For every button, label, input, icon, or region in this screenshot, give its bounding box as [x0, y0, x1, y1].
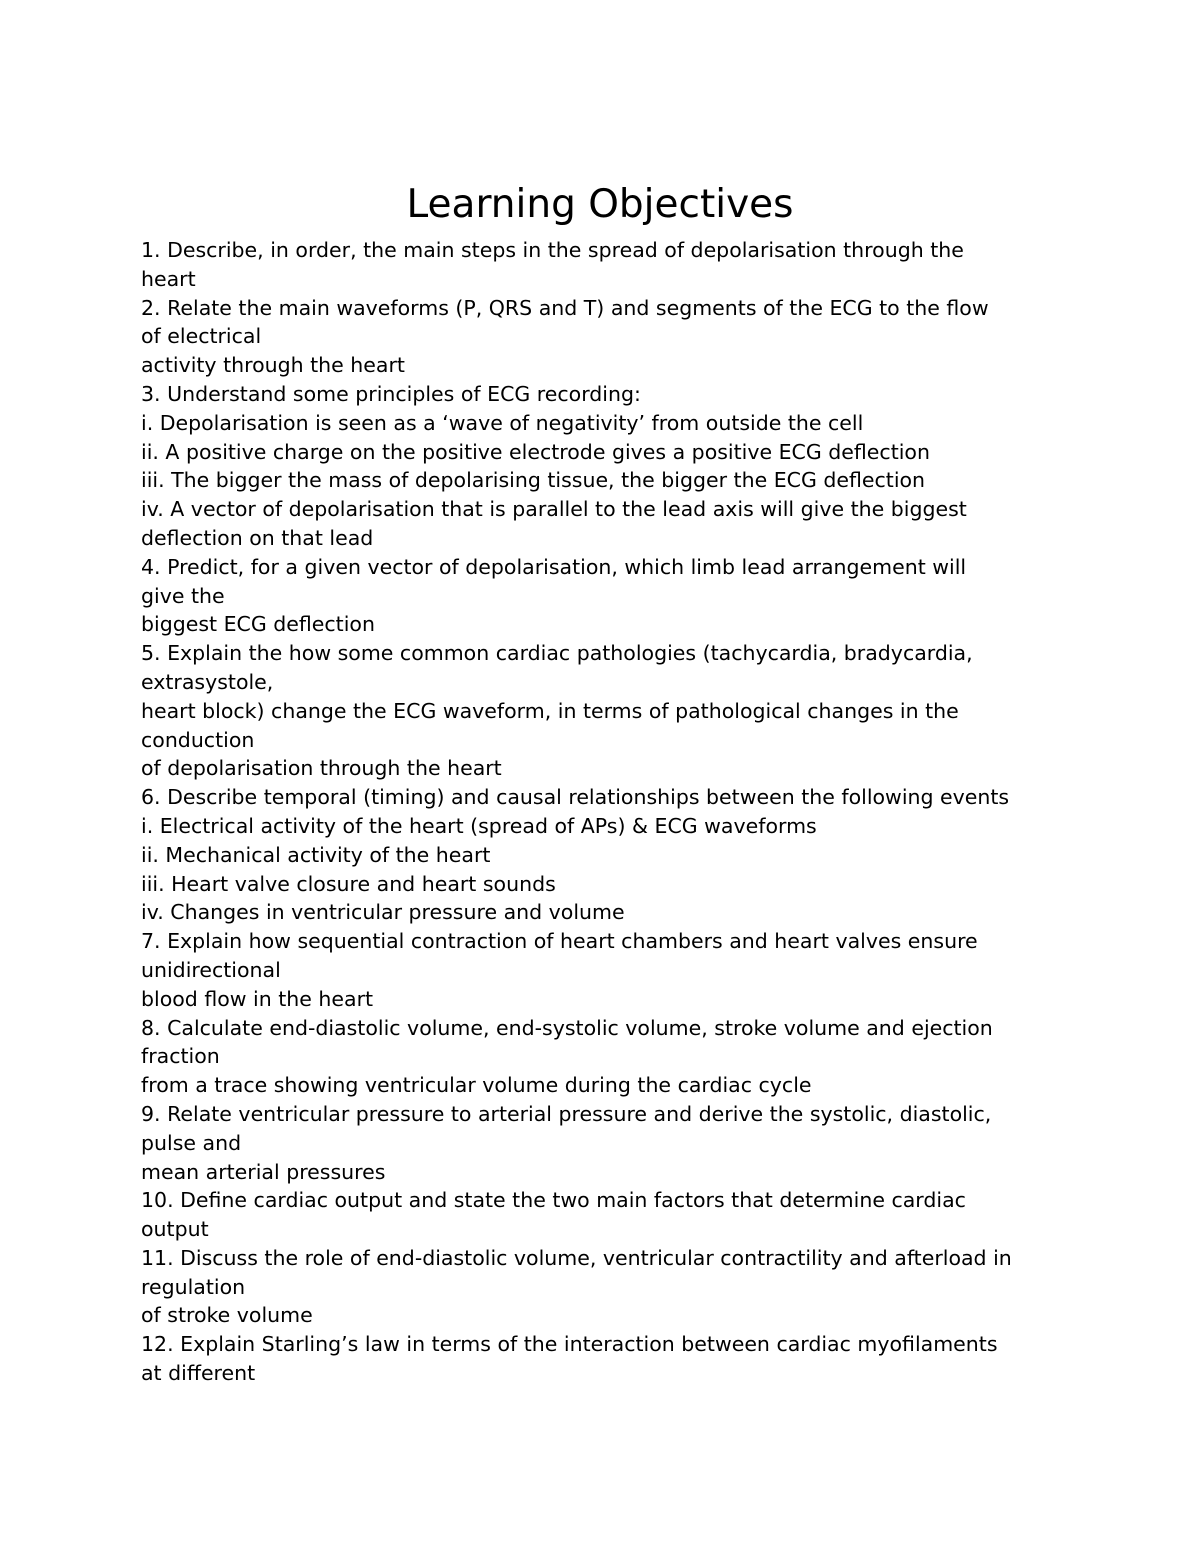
text-line: fraction [141, 1044, 220, 1069]
text-line: of electrical [141, 324, 262, 349]
text-line: 8. Calculate end-diastolic volume, end-systolic volume, stroke volume and ejection [141, 1015, 993, 1040]
text-line: 2. Relate the main waveforms (P, QRS and T) and segments of the ECG to the flow [141, 295, 989, 320]
text-line: iv. Changes in ventricular pressure and volume [141, 900, 625, 925]
text-line: regulation [141, 1274, 246, 1299]
text-line: iii. Heart valve closure and heart sounds [141, 871, 556, 896]
text-line: heart [141, 266, 196, 291]
text-line: 3. Understand some principles of ECG recording: [141, 381, 641, 406]
text-line: mean arterial pressures [141, 1159, 386, 1184]
text-line: 12. Explain Starling’s law in terms of the interaction between cardiac myofilaments [141, 1332, 998, 1357]
text-line: deflection on that lead [141, 525, 374, 550]
text-line: 5. Explain the how some common cardiac pathologies (tachycardia, bradycardia, [141, 641, 973, 666]
text-line: heart block) change the ECG waveform, in terms of pathological changes in the [141, 698, 959, 723]
text-line: 11. Discuss the role of end-diastolic volume, ventricular contractility and afterload in [141, 1245, 1012, 1270]
text-line: iv. A vector of depolarisation that is parallel to the lead axis will give the biggest [141, 497, 967, 522]
text-line: extrasystole, [141, 669, 274, 694]
objectives-list [141, 236, 1141, 1388]
text-line: output [141, 1217, 209, 1242]
text-line: of stroke volume [141, 1303, 313, 1328]
text-line: activity through the heart [141, 353, 405, 378]
text-line: iii. The bigger the mass of depolarising tissue, the bigger the ECG deflection [141, 468, 926, 493]
text-line: i. Electrical activity of the heart (spread of APs) & ECG waveforms [141, 813, 817, 838]
text-line: 7. Explain how sequential contraction of heart chambers and heart valves ensure [141, 929, 978, 954]
text-line: at different [141, 1361, 256, 1386]
text-line: conduction [141, 727, 255, 752]
text-line: biggest ECG deflection [141, 612, 375, 637]
page-title: Learning Objectives [406, 182, 794, 227]
text-line: ii. A positive charge on the positive electrode gives a positive ECG deflection [141, 439, 930, 464]
text-line: 4. Predict, for a given vector of depolarisation, which limb lead arrangement will [141, 554, 967, 579]
text-line: ii. Mechanical activity of the heart [141, 842, 491, 867]
text-line: 9. Relate ventricular pressure to arterial pressure and derive the systolic, diastolic, [141, 1101, 992, 1126]
text-line: 1. Describe, in order, the main steps in the spread of depolarisation through the [141, 238, 964, 262]
text-line: 6. Describe temporal (timing) and causal relationships between the following events [141, 785, 1010, 810]
text-line: give the [141, 583, 225, 608]
text-line: from a trace showing ventricular volume during the cardiac cycle [141, 1073, 812, 1098]
text-line: of depolarisation through the heart [141, 756, 502, 781]
text-line: unidirectional [141, 957, 281, 982]
text-line: i. Depolarisation is seen as a ‘wave of negativity’ from outside the cell [141, 410, 864, 435]
text-line: pulse and [141, 1130, 242, 1155]
text-line: 10. Define cardiac output and state the two main factors that determine cardiac [141, 1188, 966, 1213]
text-line: blood flow in the heart [141, 986, 374, 1011]
